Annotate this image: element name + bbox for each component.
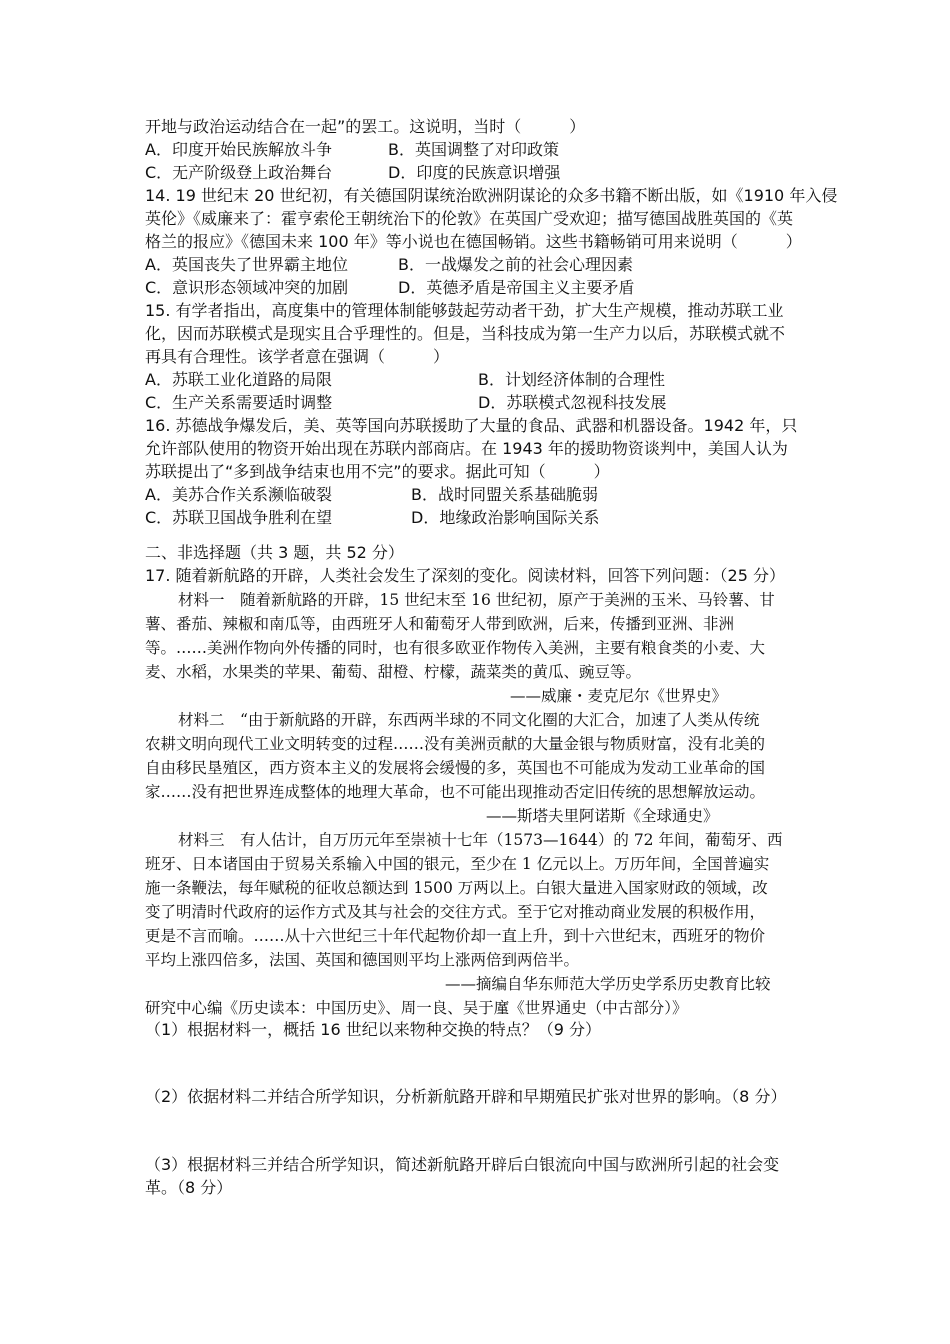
q16-option-d: D．地缘政治影响国际关系 [411, 508, 600, 527]
q13-option-d: D．印度的民族意识增强 [388, 163, 561, 182]
q16-line-3: 苏联提出了“多到战争结束也用不完”的要求。据此可知（ ） [145, 462, 610, 481]
q14-line-3: 格兰的报应》《德国未来 100 年》等小说也在德国畅销。这些书籍畅销可用来说明（ ） [145, 232, 802, 251]
q16-line-1: 16. 苏德战争爆发后，美、英等国向苏联援助了大量的食品、武器和机器设备。1942 年，只 [145, 416, 798, 435]
material1-line-4: 麦、水稻，水果类的苹果、葡萄、甜橙、柠檬，蔬菜类的黄瓜、豌豆等。 [145, 663, 642, 681]
q15-line-2: 化，因而苏联模式是现实且合乎理性的。但是，当科技成为第一生产力以后，苏联模式就不 [145, 324, 786, 343]
q15-option-a: A．苏联工业化道路的局限 [145, 370, 332, 389]
q15-line-1: 15. 有学者指出，高度集中的管理体制能够鼓起劳动者干劲，扩大生产规模，推动苏联工业 [145, 301, 784, 320]
q13-option-c: C．无产阶级登上政治舞台 [145, 163, 333, 182]
q13-tail: 开地与政治运动结合在一起”的罢工。这说明，当时（ ） [145, 117, 586, 136]
q16-option-a: A．美苏合作关系濒临破裂 [145, 485, 332, 504]
subquestion-3-line-1: （3）根据材料三并结合所学知识，简述新航路开辟后白银流向中国与欧洲所引起的社会变 [145, 1155, 780, 1174]
q14-option-d: D．英德矛盾是帝国主义主要矛盾 [398, 278, 635, 297]
q14-option-c: C．意识形态领域冲突的加剧 [145, 278, 349, 297]
material2-line-3: 自由移民垦殖区，西方资本主义的发展将会缓慢的多，英国也不可能成为发动工业革命的国 [145, 759, 766, 777]
q16-line-2: 允许部队使用的物资开始出现在苏联内部商店。在 1943 年的援助物资谈判中，美国人认为 [145, 439, 788, 458]
material3-source-2: 研究中心编《历史读本：中国历史》、周一良、吴于廑《世界通史（中古部分）》 [145, 999, 688, 1017]
q14-option-a: A．英国丧失了世界霸主地位 [145, 255, 348, 274]
material2-line-4: 家……没有把世界连成整体的地理大革命，也不可能出现推动否定旧传统的思想解放运动。 [145, 783, 766, 801]
material3-line-1: 材料三 有人估计，自万历元年至崇祯十七年（1573—1644）的 72 年间，葡萄牙、西 [178, 831, 783, 849]
material2-line-2: 农耕文明向现代工业文明转变的过程……没有美洲贡献的大量金银与物质财富，没有北美的 [145, 735, 766, 753]
material1-line-1: 材料一 随着新航路的开辟，15 世纪末至 16 世纪初，原产于美洲的玉米、马铃薯、甘 [178, 591, 775, 609]
q15-option-b: B．计划经济体制的合理性 [478, 370, 665, 389]
q14-line-2: 英伦》《威廉来了：霍亨索伦王朝统治下的伦敦》在英国广受欢迎；描写德国战胜英国的《英 [145, 209, 794, 228]
material3-source-1: ——摘编自华东师范大学历史学系历史教育比较 [445, 975, 771, 993]
q14-line-1: 14. 19 世纪末 20 世纪初，有关德国阴谋统治欧洲阴谋论的众多书籍不断出版，如《1910 年入侵 [145, 186, 838, 205]
q15-line-3: 再具有合理性。该学者意在强调（ ） [145, 347, 450, 366]
material3-line-5: 更是不言而喻。……从十六世纪三十年代起物价却一直上升，到十六世纪末，西班牙的物价 [145, 927, 766, 945]
q13-option-b: B．英国调整了对印政策 [388, 140, 559, 159]
material3-line-4: 变了明清时代政府的运作方式及其与社会的交往方式。至于它对推动商业发展的积极作用， [145, 903, 766, 921]
material1-source: ——威廉・麦克尼尔《世界史》 [510, 687, 728, 705]
subquestion-1: （1）根据材料一，概括 16 世纪以来物种交换的特点？（9 分） [145, 1020, 601, 1039]
material3-line-2: 班牙、日本诸国由于贸易关系输入中国的银元，至少在 1 亿元以上。万历年间，全国普遍实 [145, 855, 770, 873]
subquestion-2: （2）依据材料二并结合所学知识，分析新航路开辟和早期殖民扩张对世界的影响。（8 分） [145, 1087, 787, 1106]
q15-option-d: D．苏联模式忽视科技发展 [478, 393, 667, 412]
q15-option-c: C．生产关系需要适时调整 [145, 393, 333, 412]
material1-line-3: 等。……美洲作物向外传播的同时，也有很多欧亚作物传入美洲，主要有粮食类的小麦、大 [145, 639, 766, 657]
material1-line-2: 薯、番茄、辣椒和南瓜等，由西班牙人和葡萄牙人带到欧洲，后来，传播到亚洲、非洲 [145, 615, 735, 633]
q13-option-a: A．印度开始民族解放斗争 [145, 140, 332, 159]
q16-option-b: B．战时同盟关系基础脆弱 [411, 485, 598, 504]
q16-option-c: C．苏联卫国战争胜利在望 [145, 508, 333, 527]
q14-option-b: B．一战爆发之前的社会心理因素 [398, 255, 633, 274]
material2-source: ——斯塔夫里阿诺斯《全球通史》 [486, 807, 719, 825]
subquestion-3-line-2: 革。（8 分） [145, 1178, 233, 1197]
material2-line-1: 材料二 “由于新航路的开辟，东西两半球的不同文化圈的大汇合，加速了人类从传统 [178, 711, 760, 729]
material3-line-3: 施一条鞭法，每年赋税的征收总额达到 1500 万两以上。白银大量进入国家财政的领域，改 [145, 879, 768, 897]
section-heading: 二、非选择题（共 3 题，共 52 分） [145, 543, 404, 562]
q17-stem: 17. 随着新航路的开辟，人类社会发生了深刻的变化。阅读材料，回答下列问题：（25 分） [145, 566, 785, 585]
material3-line-6: 平均上涨四倍多，法国、英国和德国则平均上涨两倍到两倍半。 [145, 951, 580, 969]
